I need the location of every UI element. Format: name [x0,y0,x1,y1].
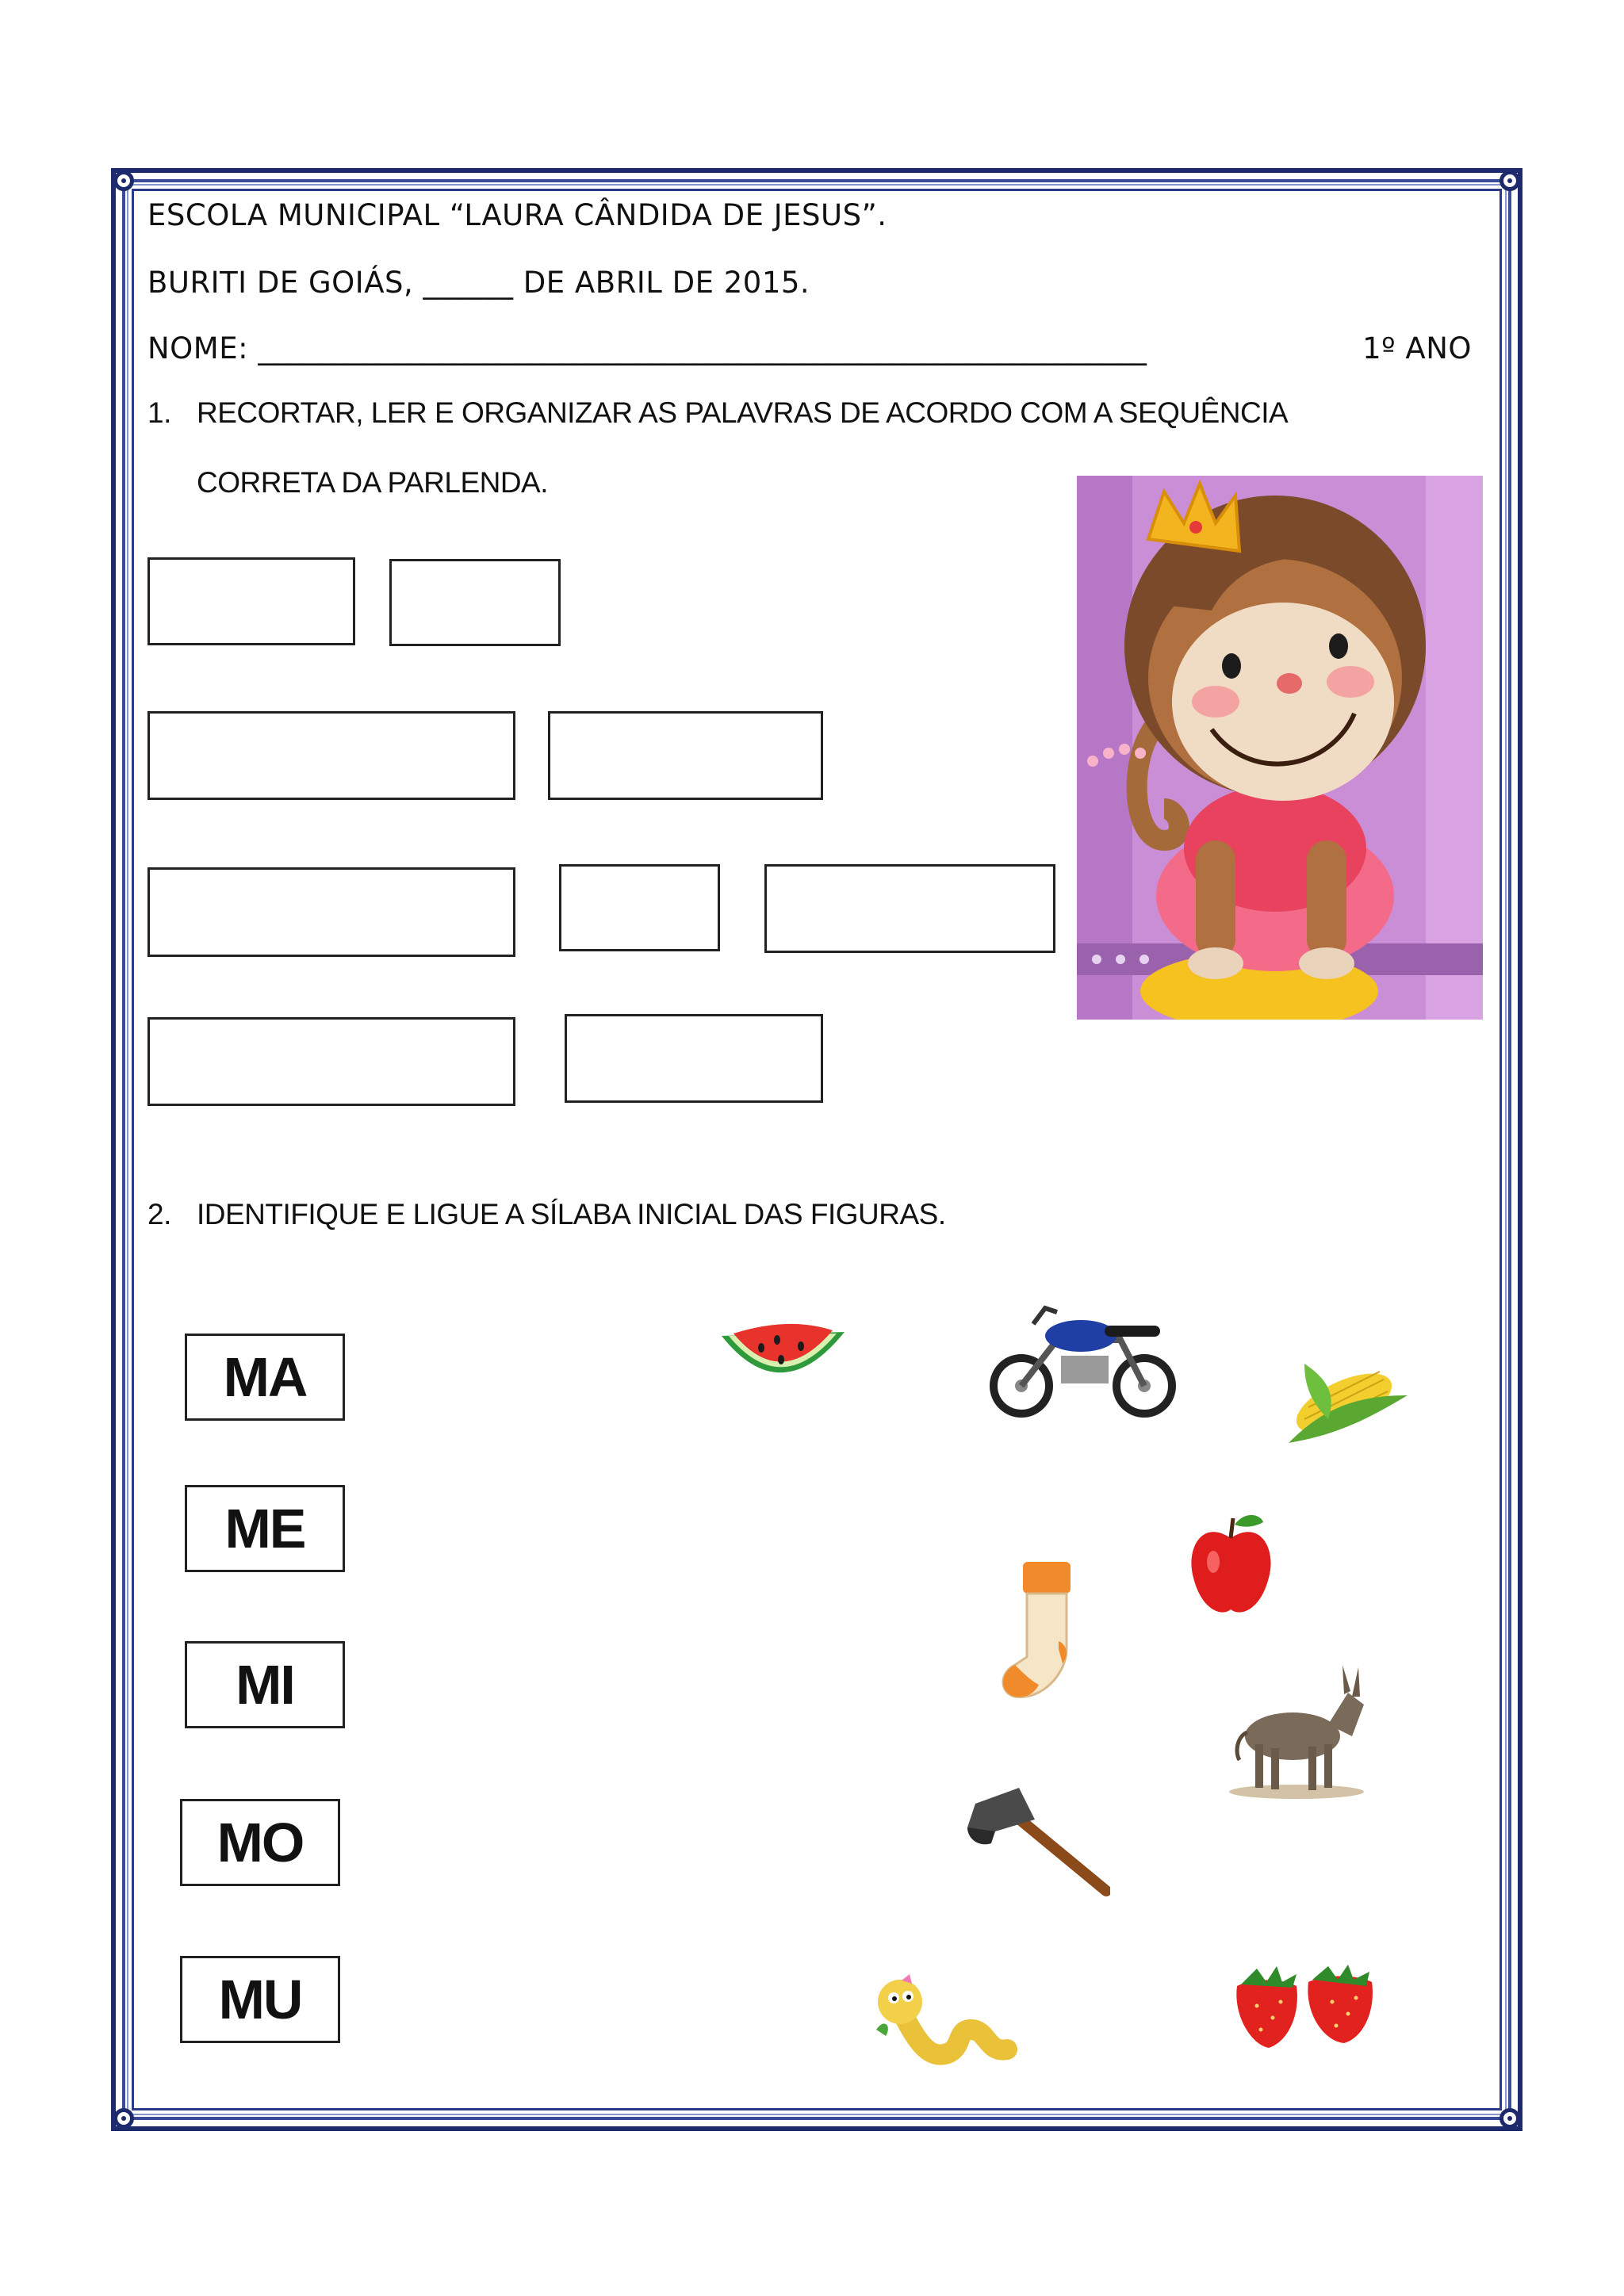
syllable-box-mo[interactable]: MO [180,1799,340,1886]
word-box[interactable] [147,867,515,957]
word-box[interactable] [764,864,1055,953]
word-box[interactable] [147,1017,515,1106]
word-box[interactable] [548,711,823,800]
question-1-text-line2: CORRETA DA PARLENDA. [197,466,549,499]
border-corner-icon [113,170,134,191]
question-2-number: 2. [147,1198,171,1230]
word-box[interactable] [559,864,720,951]
border-corner-icon [1500,170,1520,191]
worm-icon[interactable] [868,1974,1023,2073]
strawberries-icon[interactable] [1225,1962,1384,2053]
monkey-princess-illustration [1077,476,1483,1020]
word-box[interactable] [389,559,561,646]
question-2-text: IDENTIFIQUE E LIGUE A SÍLABA INICIAL DAS FIGURAS. [197,1198,946,1230]
school-name: ESCOLA MUNICIPAL “LAURA CÂNDIDA DE JESUS”. [147,198,887,232]
border-corner-icon [113,2108,134,2129]
question-1-number: 1. [147,396,171,429]
motorcycle-icon[interactable] [986,1292,1184,1419]
syllable-box-mi[interactable]: MI [185,1641,345,1728]
name-label: NOME: [147,331,249,365]
date-line [147,266,810,300]
syllable-box-me[interactable]: ME [185,1485,345,1572]
question-2 [147,1198,946,1231]
grade-label: 1º ANO [1362,331,1472,365]
date-blank[interactable]: ______ [423,266,514,300]
name-blank[interactable]: ___________________________________________________________ [258,331,1147,365]
border-corner-icon [1500,2108,1520,2129]
sock-icon[interactable] [995,1554,1086,1709]
name-line [147,331,1472,365]
date-prefix: BURITI DE GOIÁS, [147,266,414,300]
date-suffix: DE ABRIL DE 2015. [523,266,810,300]
donkey-icon[interactable] [1225,1661,1376,1800]
watermelon-icon[interactable] [718,1316,848,1403]
corn-icon[interactable] [1281,1348,1415,1459]
question-1 [147,396,1288,430]
word-box[interactable] [147,557,355,645]
word-box[interactable] [565,1014,823,1103]
syllable-box-mu[interactable]: MU [180,1956,340,2043]
question-1-text: RECORTAR, LER E ORGANIZAR AS PALAVRAS DE ACORDO COM A SEQUÊNCIA [197,396,1289,429]
axe-icon[interactable] [963,1784,1110,1899]
syllable-box-ma[interactable]: MA [185,1334,345,1421]
word-box[interactable] [147,711,515,800]
apple-icon[interactable] [1185,1510,1277,1621]
